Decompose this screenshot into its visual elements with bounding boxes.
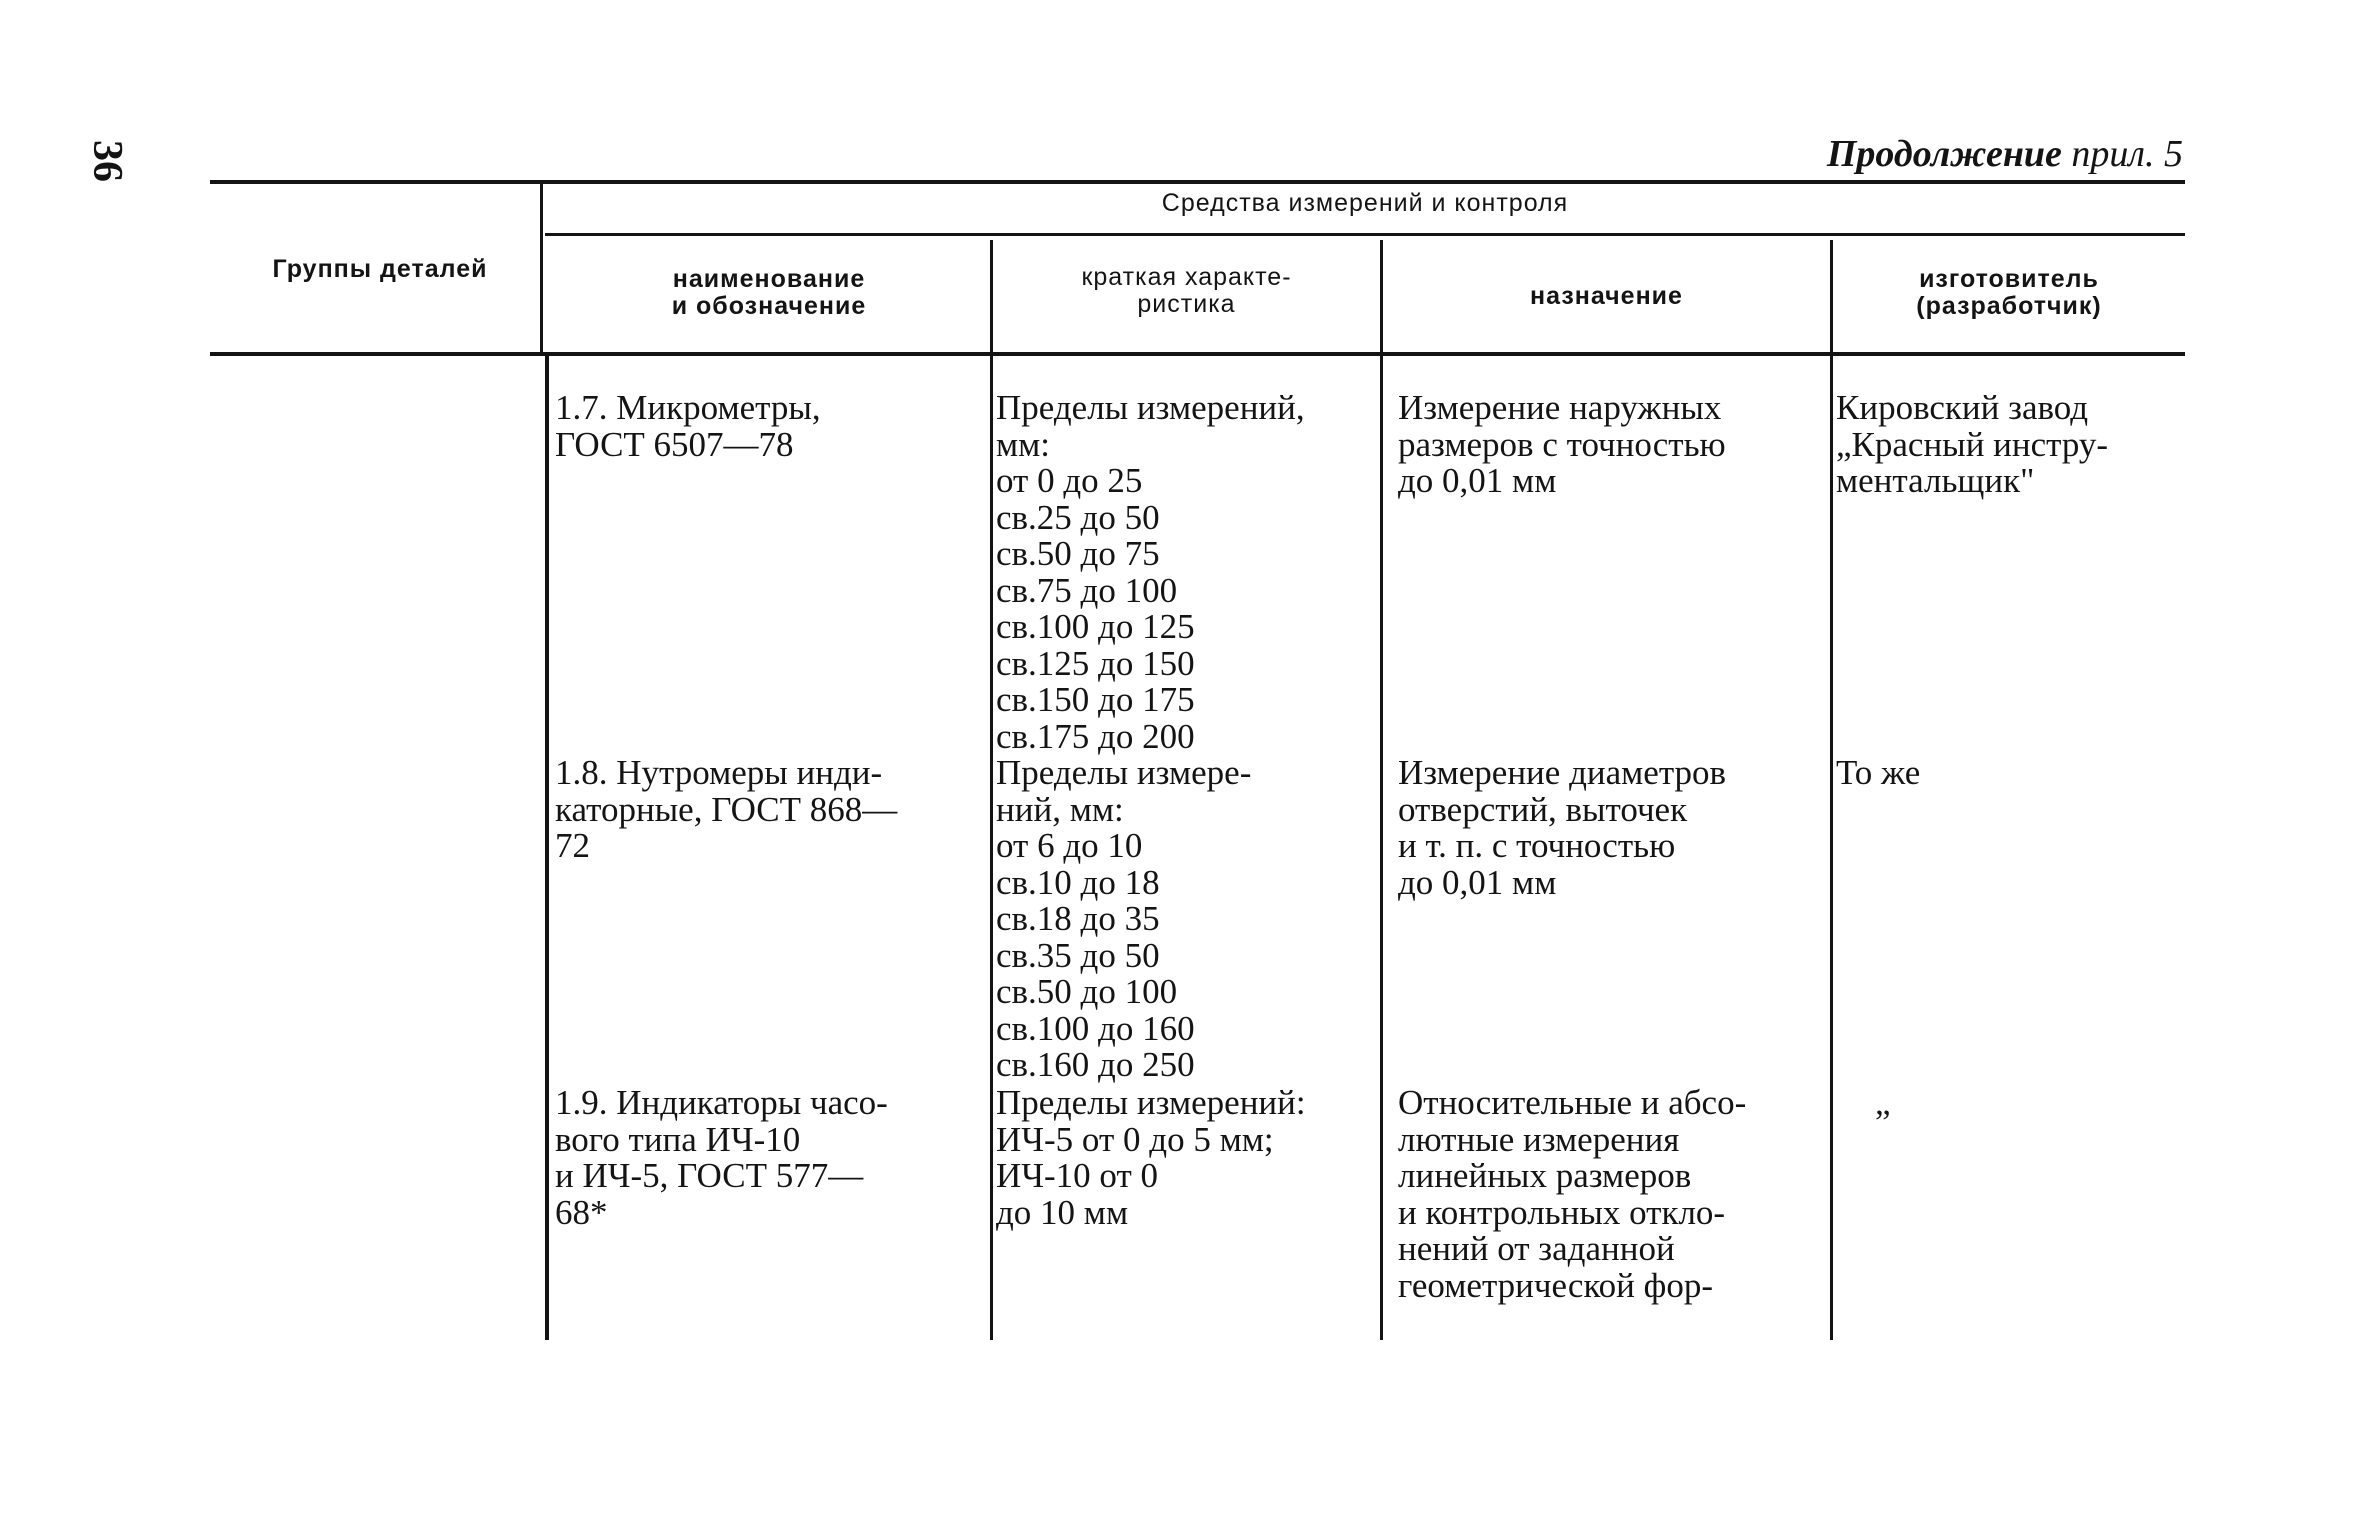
row-1-8-name: 1.8. Нутромеры инди- каторные, ГОСТ 868— 72 [555, 753, 898, 865]
table-top-rule [210, 180, 2185, 184]
continuation-word: Продолжение [1826, 133, 2062, 175]
row-1-8-characteristic: Пределы измере- ний, мм: от 6 до 10 св.10 до 18 св.18 до 35 св.35 до 50 св.50 до 100 св.100 до 160 св.160 до 250 [996, 753, 1252, 1084]
row-1-9-characteristic: Пределы измерений: ИЧ-5 от 0 до 5 мм; ИЧ-10 от 0 до 10 мм [996, 1083, 1306, 1232]
header-maker: изготовитель (разработчик) [1916, 265, 2102, 320]
column-divider-1 [540, 184, 543, 352]
row-1-8-purpose: Измерение диаметров отверстий, выточек и т. п. с точностью до 0,01 мм [1398, 753, 1727, 902]
continuation-ref: прил. 5 [2071, 133, 2183, 175]
page-number: 36 [84, 140, 130, 182]
row-1-7-maker: Кировский завод „Красный инстру- ментальщик" [1836, 388, 2109, 500]
header-characteristic: краткая характе- ристика [1081, 263, 1292, 318]
row-1-7-name: 1.7. Микрометры, ГОСТ 6507—78 [555, 388, 821, 464]
header-bottom-rule [210, 352, 2185, 356]
row-1-7-purpose: Измерение наружных размеров с точностью до 0,01 мм [1398, 388, 1726, 500]
header-means-title: Средства измерений и контроля [1161, 189, 1569, 217]
means-header-rule [545, 233, 2185, 236]
column-divider-1-body [545, 356, 549, 1340]
row-1-9-name: 1.9. Индикаторы часо- вого типа ИЧ-10 и ИЧ-5, ГОСТ 577— 68* [555, 1083, 888, 1232]
continuation-caption [1827, 132, 2183, 176]
row-1-9-maker: „ [1875, 1083, 1891, 1122]
header-groups: Группы деталей [272, 255, 488, 283]
header-name: наименование и обозначение [671, 265, 867, 320]
header-purpose: назначение [1530, 282, 1683, 310]
column-divider-2 [990, 240, 993, 1340]
column-divider-4 [1830, 240, 1833, 1340]
column-divider-3 [1380, 240, 1383, 1340]
row-1-9-purpose: Относительные и абсо- лютные измерения линейных размеров и контрольных откло- нений от заданной геометрической фор- [1398, 1083, 1747, 1305]
row-1-7-characteristic: Пределы измерений, мм: от 0 до 25 св.25 до 50 св.50 до 75 св.75 до 100 св.100 до 125 св.125 до 150 св.150 до 175 св.175 до 200 [996, 388, 1305, 756]
row-1-8-maker: То же [1836, 753, 1921, 792]
